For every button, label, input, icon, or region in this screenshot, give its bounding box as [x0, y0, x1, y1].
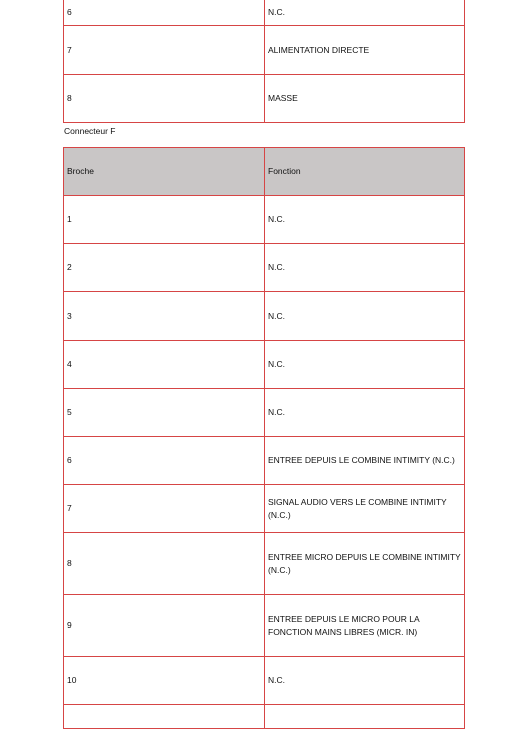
pin-function-cell: ALIMENTATION DIRECTE [265, 26, 465, 75]
pin-function-cell: N.C. [265, 196, 465, 244]
table-row [64, 389, 465, 437]
pin-function-cell: SIGNAL AUDIO VERS LE COMBINE INTIMITY (N.C.) [265, 485, 465, 533]
pin-number-cell: 10 [64, 657, 265, 705]
pin-function-cell: N.C. [265, 341, 465, 389]
connector-f-table [63, 147, 465, 729]
pin-function-cell: MASSE [265, 75, 465, 123]
pin-function-cell: ENTREE DEPUIS LE MICRO POUR LA FONCTION MAINS LIBRES (MICR. IN) [265, 595, 465, 657]
pin-function-cell [265, 705, 465, 729]
table-row [64, 705, 465, 729]
table-header-row [64, 148, 465, 196]
pin-number-cell: 7 [64, 26, 265, 75]
pin-function-cell: ENTREE MICRO DEPUIS LE COMBINE INTIMITY (N.C.) [265, 533, 465, 595]
connector-table-continued [63, 0, 465, 123]
pin-function-cell: N.C. [265, 389, 465, 437]
pin-number-cell: 5 [64, 389, 265, 437]
column-header-broche: Broche [64, 148, 265, 196]
pin-number-cell: 2 [64, 244, 265, 292]
table-row [64, 341, 465, 389]
table-row [64, 595, 465, 657]
table-row [64, 244, 465, 292]
pin-number-cell: 3 [64, 292, 265, 341]
pin-function-cell: N.C. [265, 292, 465, 341]
pin-number-cell: 4 [64, 341, 265, 389]
table-row [64, 437, 465, 485]
pin-number-cell: 1 [64, 196, 265, 244]
column-header-fonction: Fonction [265, 148, 465, 196]
pin-function-cell: N.C. [265, 657, 465, 705]
table-row [64, 485, 465, 533]
pin-function-cell: N.C. [265, 244, 465, 292]
table-row [64, 75, 465, 123]
pin-number-cell [64, 705, 265, 729]
table-row [64, 26, 465, 75]
table-row [64, 196, 465, 244]
pin-function-cell: ENTREE DEPUIS LE COMBINE INTIMITY (N.C.) [265, 437, 465, 485]
connector-f-caption: Connecteur F [64, 126, 116, 136]
pin-function-cell: N.C. [265, 0, 465, 26]
pin-number-cell: 6 [64, 437, 265, 485]
pin-number-cell: 7 [64, 485, 265, 533]
pin-number-cell: 8 [64, 75, 265, 123]
pin-number-cell: 9 [64, 595, 265, 657]
table-row [64, 657, 465, 705]
table-row [64, 0, 465, 26]
table-row [64, 292, 465, 341]
table-row [64, 533, 465, 595]
pin-number-cell: 8 [64, 533, 265, 595]
pin-number-cell: 6 [64, 0, 265, 26]
